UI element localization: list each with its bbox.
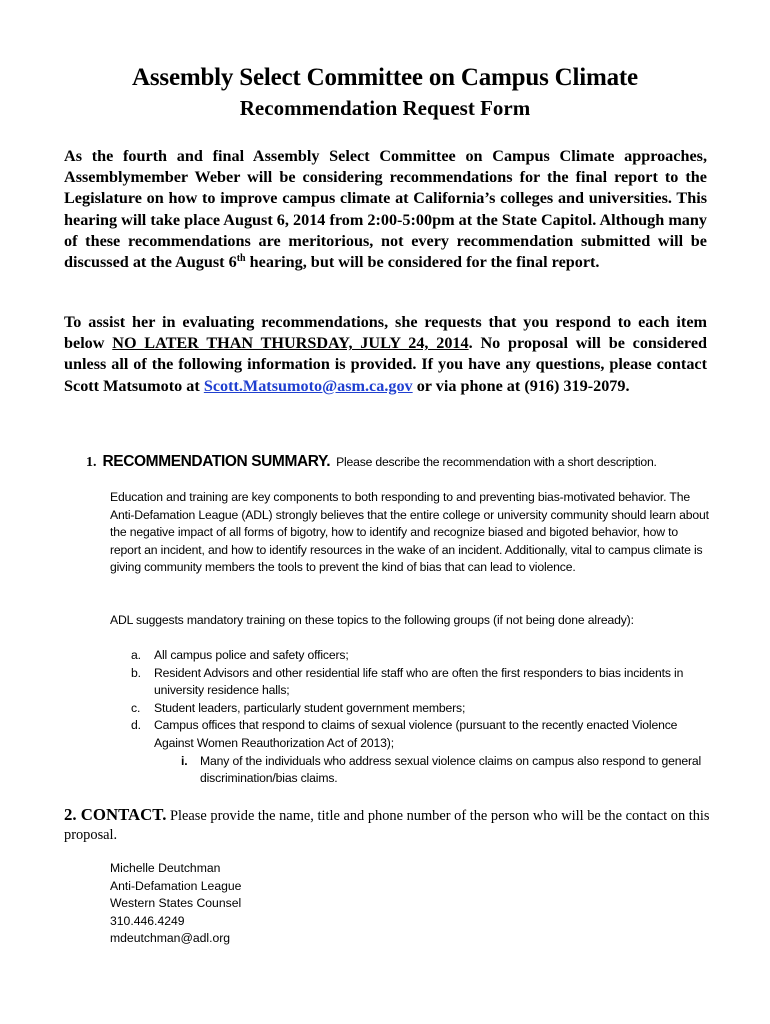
section-1-number: 1. [86, 455, 97, 470]
section-2-instruction: Please provide the name, title and phone number of the person who will be the contact on this proposal. [64, 808, 710, 843]
intro-text-part-a: As the fourth and final Assembly Select Committee on Campus Climate approaches, Assemblymember Weber will be considering recommendations for the final report to the Legislature on how to improve campus climate at California’s colleges and universities. This hearing will take place August 6, 2014 from 2:00-5:00pm at the State Capitol. Although many of these recommendations are meritorious, not every recommendation submitted will be discussed at the August 6 [64, 147, 707, 272]
request-text-part-b: . No proposal will be considered unless all of the following information is provided. If you have any questions, please contact Scott Matsumoto at [64, 334, 708, 395]
section-2-title: 2. CONTACT. [64, 805, 167, 824]
intro-text-part-b: hearing, but will be considered for the final report. [245, 253, 600, 272]
deadline-text: NO LATER THAN THURSDAY, JULY 24, 2014 [112, 334, 469, 353]
list-item-text: All campus police and safety officers; [154, 648, 349, 662]
list-item [131, 700, 711, 718]
list-marker: a. [131, 648, 141, 662]
list-item [131, 665, 711, 700]
recommendation-summary: Education and training are key components to both responding to and preventing bias-motivated behavior. The Anti-Defamation League (ADL) strongly believes that the entire college or university community should learn about the negative impact of all forms of bigotry, how to identify and recognize biased and bigoted behavior, how to report an incident, and how to identify resources in the wake of an incident. Additionally, vital to campus climate is giving community members the tools to prevent the kind of bias that can lead to violence. [110, 490, 709, 575]
intro-paragraph [64, 146, 707, 273]
list-item-text: Campus offices that respond to claims of sexual violence (pursuant to the recently enacted Violence Against Women Reauthorization Act of 2013); [154, 718, 678, 750]
list-marker: b. [131, 665, 141, 680]
contact-organization: Anti-Defamation League [110, 878, 242, 893]
list-item-text: Student leaders, particularly student government members; [154, 700, 466, 715]
sub-list-item-text: Many of the individuals who address sexual violence claims on campus also respond to general discrimination/bias claims. [200, 753, 702, 786]
section-2-heading [64, 806, 714, 844]
list-item [131, 647, 711, 665]
sub-list-marker: i. [181, 753, 188, 768]
contact-block [110, 860, 241, 948]
page-subtitle: Recommendation Request Form [239, 96, 531, 120]
list-marker: c. [131, 700, 141, 715]
contact-email: mdeutchman@adl.org [110, 931, 231, 946]
request-text-part-a: To assist her in evaluating recommendations, she requests that you respond to each item below [64, 313, 707, 353]
contact-phone: 310.446.4249 [110, 913, 185, 928]
sub-list-item [154, 753, 711, 788]
request-paragraph [64, 312, 707, 397]
page-title: Assembly Select Committee on Campus Climate [132, 64, 638, 91]
list-marker: d. [131, 718, 141, 733]
contact-name: Michelle Deutchman [110, 861, 221, 875]
sub-list [154, 753, 711, 788]
list-item [131, 717, 711, 787]
section-1-instruction: Please describe the recommendation with a short description. [336, 455, 657, 469]
request-text-part-c: or via phone at (916) 319-2079. [412, 376, 630, 395]
list-item-text: Resident Advisors and other residential life staff who are often the first responders to bias incidents in university residence halls; [154, 665, 684, 698]
contact-email-link[interactable]: Scott.Matsumoto@asm.ca.gov [203, 376, 413, 395]
ordinal-suffix: th [236, 253, 246, 265]
section-1-title: RECOMMENDATION SUMMARY. [102, 453, 331, 470]
contact-title: Western States Counsel [110, 896, 242, 911]
section-1-heading [86, 453, 657, 471]
training-suggestion: ADL suggests mandatory training on these topics to the following groups (if not being done already): [110, 613, 634, 627]
target-groups-list [131, 647, 711, 788]
